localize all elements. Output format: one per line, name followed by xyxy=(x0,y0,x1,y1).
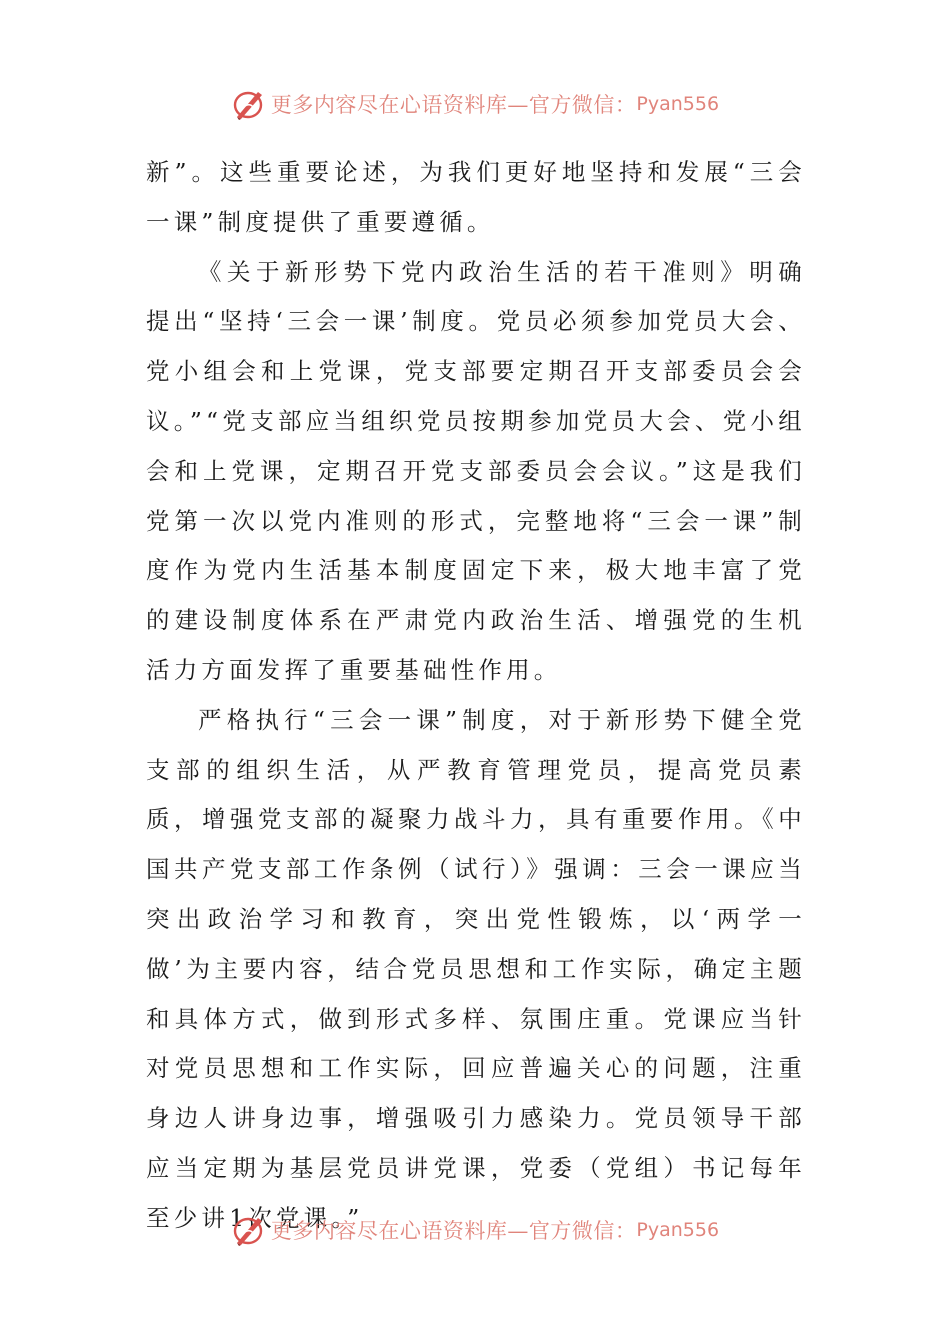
paragraph-2: 《关于新形势下党内政治生活的若干准则》明确提出“坚持‘三会一课’制度。党员必须参加党员大会、党小组会和上党课，党支部要定期召开支部委员会会议。”“党支部应当组织党员按期参加党员大会、党小组会和上党课，定期召开党支部委员会会议。”这是我们党第一次以党内准则的形式，完整地将“三会一课”制度作为党内生活基本制度固定下来，极大地丰富了党的建设制度体系在严肃党内政治生活、增强党的生机活力方面发挥了重要基础性作用。 xyxy=(146,257,806,684)
watermark-wechat-id: Pyan556 xyxy=(636,1219,720,1241)
watermark-wechat-id: Pyan556 xyxy=(636,93,720,115)
footer-watermark xyxy=(0,1210,950,1250)
header-watermark xyxy=(0,84,950,124)
watermark-text: 更多内容尽在心语资料库—官方微信： xyxy=(270,1219,637,1243)
paragraph-3: 严格执行“三会一课”制度，对于新形势下健全党支部的组织生活，从严教育管理党员，提高党员素质，增强党支部的凝聚力战斗力，具有重要作用。《中国共产党支部工作条例（试行）》强调：三会一课应当突出政治学习和教育，突出党性锻炼，以‘两学一做’为主要内容，结合党员思想和工作实际，确定主题和具体方式，做到形式多样、氛围庄重。党课应当针对党员思想和工作实际，回应普遍关心的问题，注重身边人讲身边事，增强吸引力感染力。党员领导干部应当定期为基层党员讲党课，党委（党组）书记每年至少讲1次党课。” xyxy=(146,705,806,1232)
watermark-text: 更多内容尽在心语资料库—官方微信： xyxy=(270,93,637,117)
document-body xyxy=(146,148,806,1244)
paragraph-1: 新”。这些重要论述，为我们更好地坚持和发展“三会一课”制度提供了重要遵循。 xyxy=(146,158,806,236)
pen-circle-logo-icon xyxy=(231,87,267,121)
pen-circle-logo-icon xyxy=(231,1213,267,1247)
